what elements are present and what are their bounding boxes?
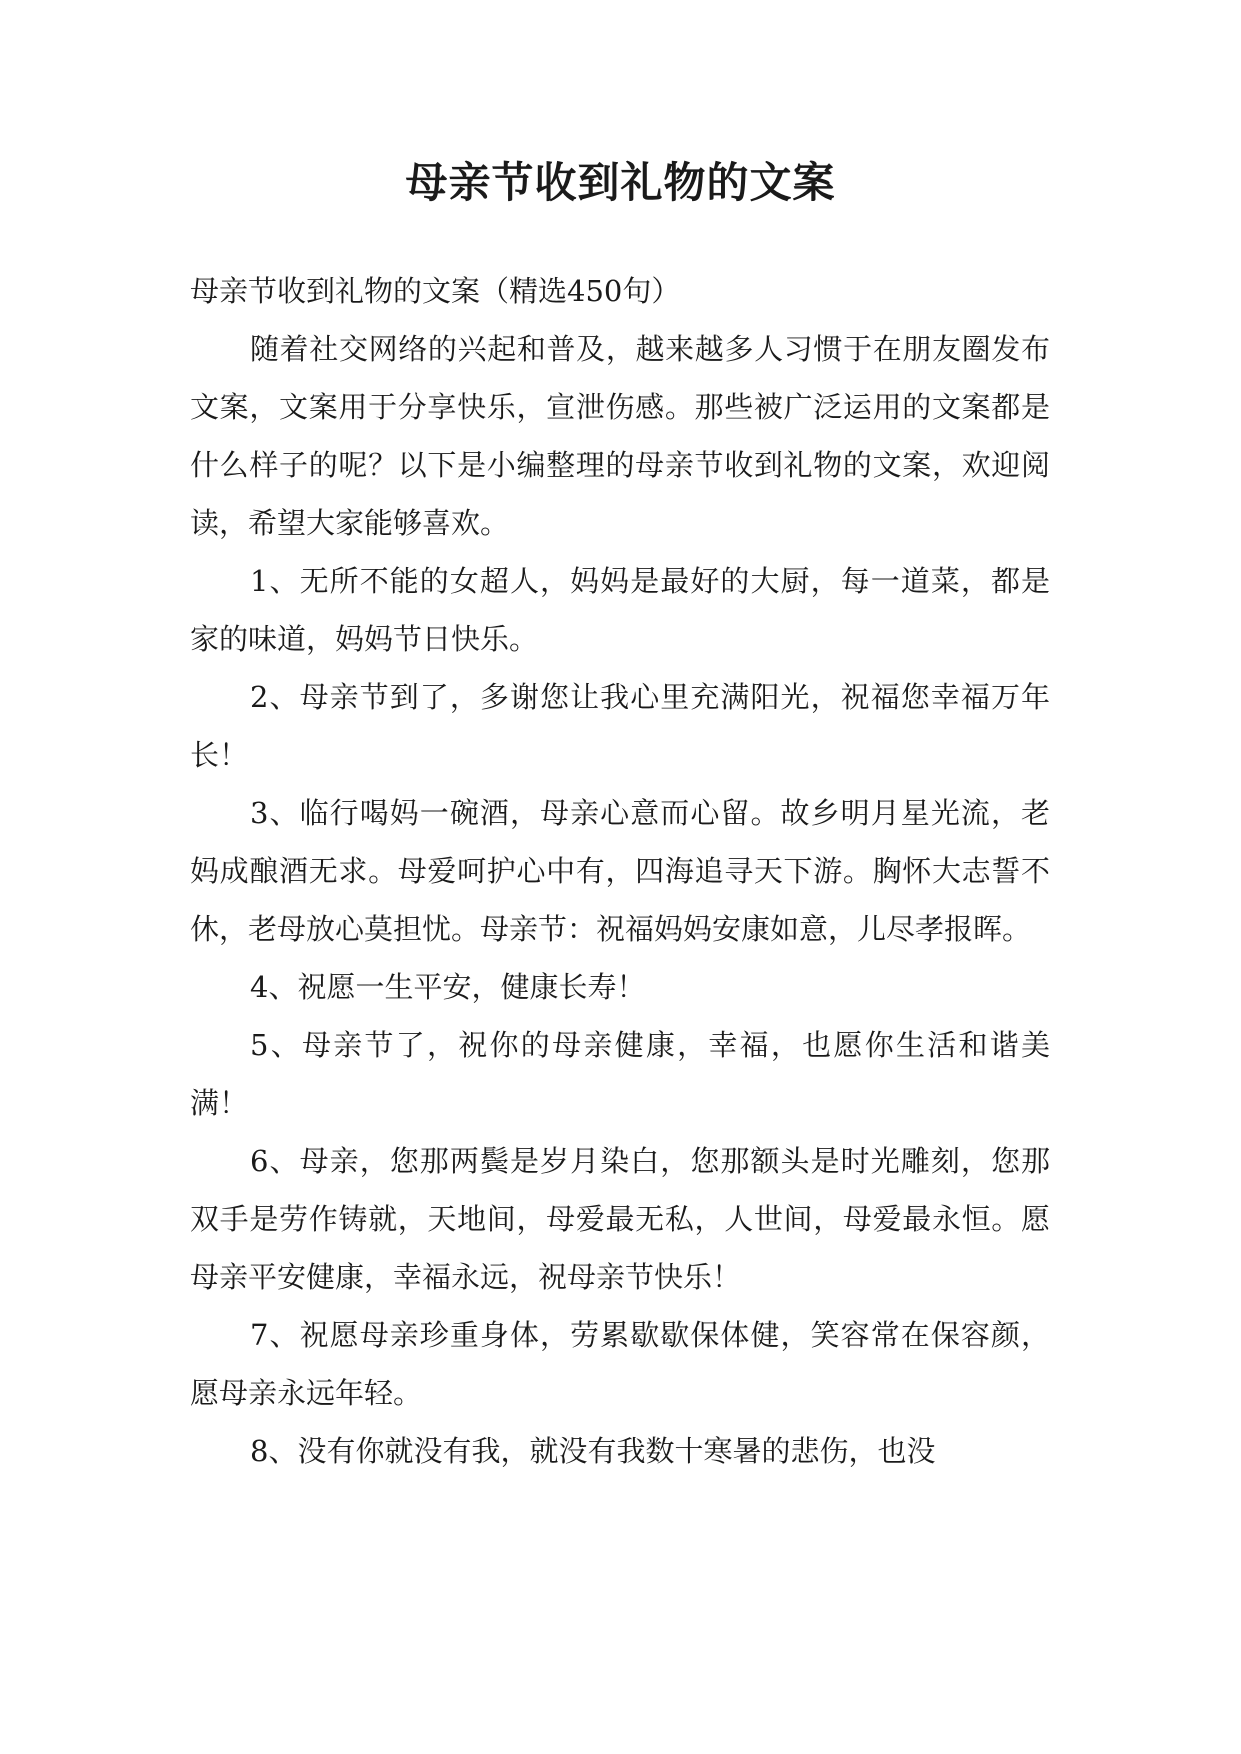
intro-paragraph: 随着社交网络的兴起和普及，越来越多人习惯于在朋友圈发布文案，文案用于分享快乐，宣泄伤感。那些被广泛运用的文案都是什么样子的呢？以下是小编整理的母亲节收到礼物的文案，欢迎阅读，希望大家能够喜欢。 — [190, 332, 1050, 540]
document-title: 母亲节收到礼物的文案 — [405, 158, 836, 207]
list-item: 3、临行喝妈一碗酒，母亲心意而心留。故乡明月星光流，老妈成酿酒无求。母爱呵护心中有，四海追寻天下游。胸怀大志誓不休，老母放心莫担忧。母亲节：祝福妈妈安康如意，儿尽孝报晖。 — [190, 796, 1050, 946]
list-item: 7、祝愿母亲珍重身体，劳累歇歇保体健，笑容常在保容颜，愿母亲永远年轻。 — [190, 1318, 1050, 1410]
list-item: 1、无所不能的女超人，妈妈是最好的大厨，每一道菜，都是家的味道，妈妈节日快乐。 — [190, 564, 1050, 656]
document-subtitle: 母亲节收到礼物的文案（精选450句） — [190, 274, 681, 308]
list-item: 8、没有你就没有我，就没有我数十寒暑的悲伤，也没 — [250, 1434, 936, 1468]
list-item: 2、母亲节到了，多谢您让我心里充满阳光，祝福您幸福万年长！ — [190, 680, 1050, 772]
list-item: 5、母亲节了，祝你的母亲健康，幸福，也愿你生活和谐美满！ — [190, 1028, 1050, 1120]
document-body — [190, 262, 1050, 1480]
list-item: 6、母亲，您那两鬓是岁月染白，您那额头是时光雕刻，您那双手是劳作铸就，天地间，母爱最无私，人世间，母爱最永恒。愿母亲平安健康，幸福永远，祝母亲节快乐！ — [190, 1144, 1050, 1294]
list-item: 4、祝愿一生平安，健康长寿！ — [250, 970, 646, 1004]
